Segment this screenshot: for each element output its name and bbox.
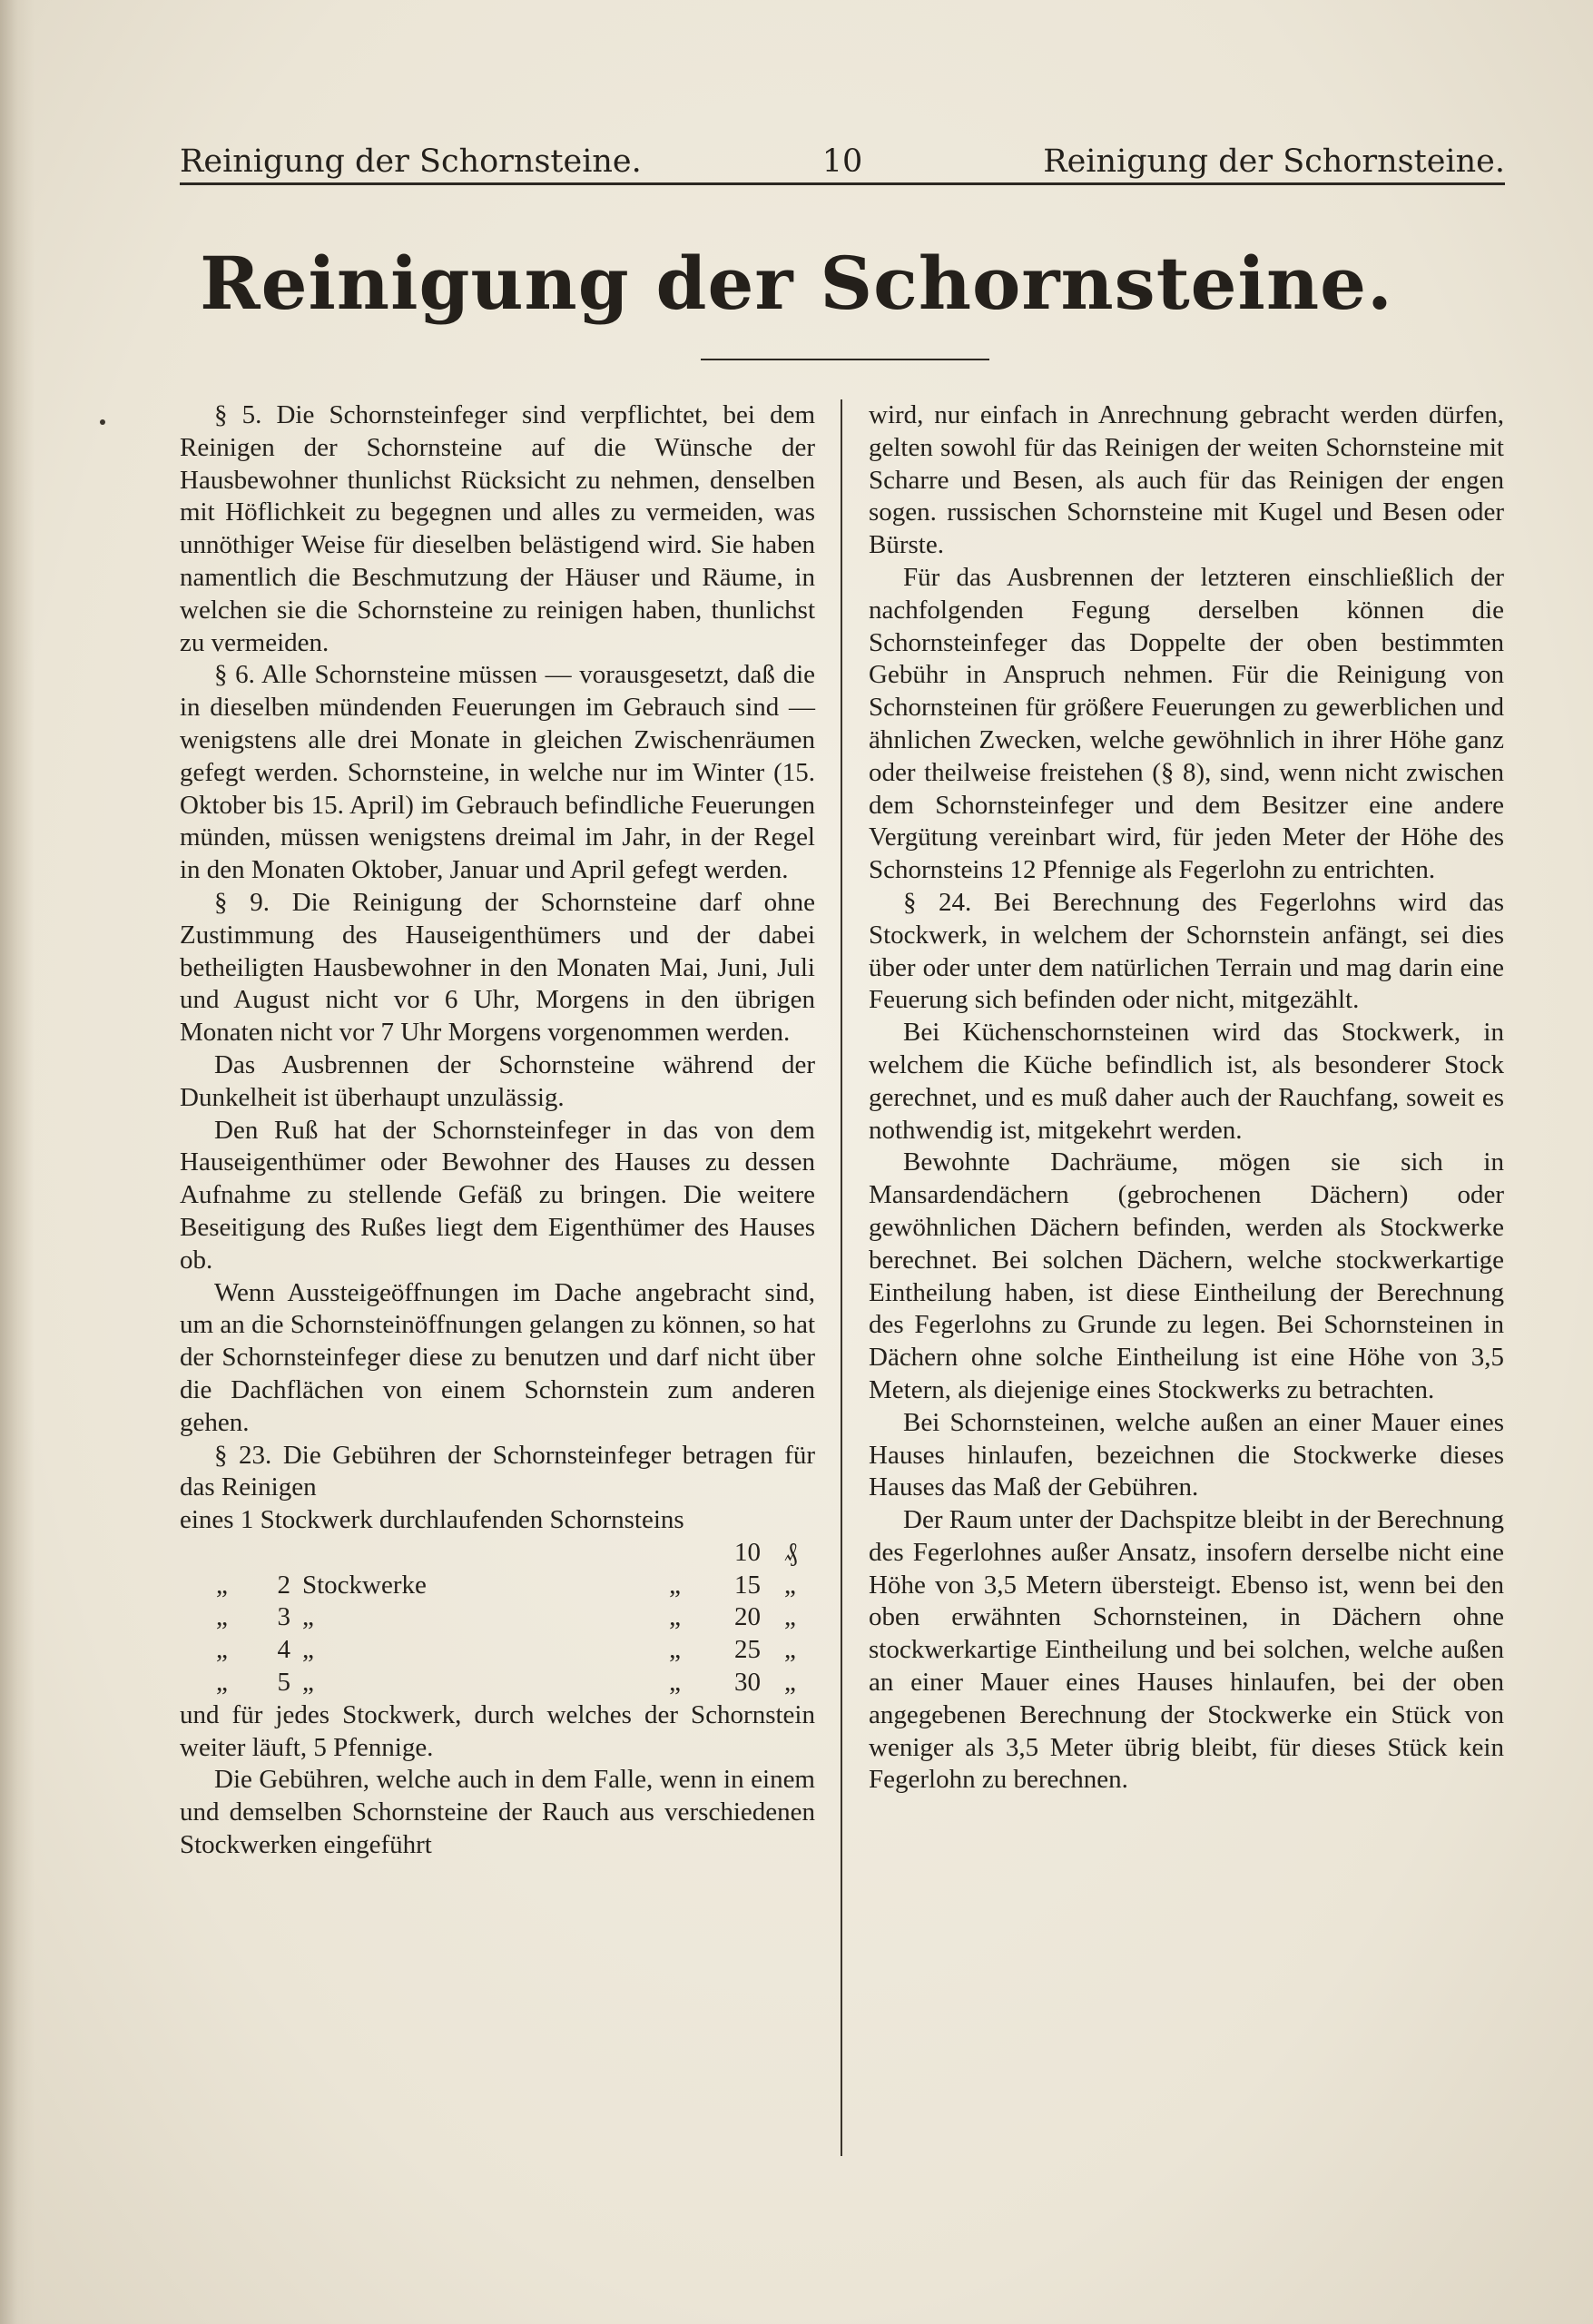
paragraph-23: § 23. Die Gebühren der Schornsteinfeger betragen für das Reinigen: [180, 1440, 815, 1502]
fee-count: 3: [277, 1602, 290, 1632]
ditto-mark: „: [669, 1602, 681, 1632]
running-head-right: Reinigung der Schornsteine.: [1043, 143, 1505, 180]
ditto-mark: „: [216, 1570, 228, 1600]
paragraph-continuation: wird, nur einfach in Anrechnung gebracht werden dürfen, gelten sowohl für das Reinigen der weiten Schornsteine mit Scharre und Besen, als auch für das Reinigen der engen sogen. russischen Schornsteine mit Kugel und Besen oder Bürste.: [869, 400, 1504, 560]
fee-table: [180, 1504, 815, 1699]
ditto-mark: „: [784, 1570, 796, 1600]
fee-amount: 30: [734, 1668, 761, 1698]
paragraph-russ: Den Ruß hat der Schornsteinfeger in das von dem Hauseigenthümer oder Bewohner des Hauses zu dessen Aufnahme zu stellende Gefäß zu bringen. Die weitere Beseitigung des Rußes liegt dem Eigenthümer des Hauses ob.: [180, 1115, 815, 1275]
paragraph-24: § 24. Bei Berechnung des Fegerlohns wird das Stockwerk, in welchem der Schornstein anfängt, sei dies über oder unter dem natürlichen Terrain und mag darin eine Feuerung sich befinden oder nicht, mitgezählt.: [869, 887, 1504, 1015]
paragraph-dachspitze: Der Raum unter der Dachspitze bleibt in der Berechnung des Fegerlohnes außer Ansatz, insofern derselbe nicht eine Höhe von 3,5 Metern übersteigt. Ebenso ist, wenn bei den oben erwähnten Schornsteinen, in Dächern ohne stockwerkartige Eintheilung und bei solchen, welche außen an einer Mauer eines Hauses hinlaufen, bei der oben angegebenen Berechnung der Stockwerke ein Stück von weniger als 3,5 Meter übrig bleibt, für dieses Stück kein Fegerlohn zu berechnen.: [869, 1505, 1504, 1795]
paragraph-6: § 6. Alle Schornsteine müssen — vorausgesetzt, daß die in dieselben mündenden Feuerungen im Gebrauch sind — wenigstens alle drei Monate in gleichen Zwischenräumen gefegt werden. Schornsteine, in welche nur im Winter (15. Oktober bis 15. April) im Gebrauch befindliche Feuerungen münden, müssen wenigstens dreimal im Jahr, in der Regel in den Monaten Oktober, Januar und April gefegt werden.: [180, 660, 815, 885]
margin-mark: [100, 419, 105, 425]
left-column: [180, 399, 815, 1862]
page-edge-shadow: [0, 0, 34, 2324]
paragraph-ausbrennen-gebuehr: Für das Ausbrennen der letzteren einschließlich der nachfolgenden Fegung derselben können die Schornsteinfeger das Doppelte der oben bestimmten Gebühr in Anspruch nehmen. Für die Reinigung von Schornsteinen für größere Feuerungen zu gewerblichen und ähnlichen Zwecken, welche gewöhnlich in ihrer Höhe ganz oder theilweise freistehen (§ 8), sind, wenn nicht zwischen dem Schornsteinfeger und dem Besitzer eine andere Vergütung vereinbart wird, für jeden Meter der Höhe des Schornsteins 12 Pfennige als Fegerlohn zu entrichten.: [869, 562, 1504, 885]
fee-unit: „: [302, 1602, 314, 1632]
fee-row-first-amount: [180, 1537, 815, 1570]
ditto-mark: „: [784, 1602, 796, 1632]
fee-count: 5: [277, 1668, 290, 1698]
paragraph-aussteigeoeffnungen: Wenn Aussteigeöffnungen im Dache angebracht sind, um an die Schornsteinöffnungen gelangen zu können, so hat der Schornsteinfeger diese zu benutzen und darf nicht über die Dachflächen von einem Schornstein zum anderen gehen.: [180, 1277, 815, 1437]
currency-symbol: ₰: [784, 1537, 798, 1567]
paragraph-5: § 5. Die Schornsteinfeger sind verpflichtet, bei dem Reinigen der Schornsteine auf die Wünsche der Hausbewohner thunlichst Rücksicht zu nehmen, denselben mit Höflichkeit zu begegnen und alles zu vermeiden, was unnöthiger Weise für dieselben belästigend wird. Sie haben namentlich die Beschmutzung der Häuser und Räume, in welchen sie die Schornsteine zu reinigen haben, thunlichst zu vermeiden.: [180, 400, 815, 657]
paragraph-gebuehren: Die Gebühren, welche auch in dem Falle, wenn in einem und demselben Schornsteine der Rauch aus verschiedenen Stockwerken eingeführt: [180, 1765, 815, 1860]
paragraph-kuechenschornsteine: Bei Küchenschornsteinen wird das Stockwerk, in welchem die Küche befindlich ist, als besonderer Stock gerechnet, und es muß daher auch der Rauchfang, soweit es nothwendig ist, mitgekehrt werden.: [869, 1018, 1504, 1145]
title-rule: [701, 359, 989, 360]
running-head: [180, 136, 1505, 187]
ditto-mark: „: [784, 1635, 796, 1665]
fee-row: [180, 1601, 815, 1634]
fee-unit: „: [302, 1635, 314, 1665]
paragraph-after-table: und für jedes Stockwerk, durch welches der Schornstein weiter läuft, 5 Pfennige.: [180, 1699, 815, 1762]
fee-amount: 15: [734, 1570, 761, 1600]
fee-unit: Stockwerke: [302, 1570, 427, 1600]
fee-amount: 20: [734, 1602, 761, 1632]
ditto-mark: „: [216, 1602, 228, 1632]
fee-count: 2: [277, 1570, 290, 1600]
ditto-mark: „: [216, 1668, 228, 1698]
fee-row: [180, 1634, 815, 1667]
ditto-mark: „: [669, 1668, 681, 1698]
paragraph-dachraeume: Bewohnte Dachräume, mögen sie sich in Mansardendächern (gebrochenen Dächern) oder gewöhnlichen Dächern befinden, werden als Stockwerke berechnet. Bei solchen Dächern, welche stockwerkartige Eintheilung haben, ist diese Eintheilung der Berechnung des Fegerlohns zu Grunde zu legen. Bei Schornsteinen in Dächern ohne solche Eintheilung ist eine Höhe von 3,5 Metern, als diejenige eines Stockwerks zu betrachten.: [869, 1147, 1504, 1404]
running-head-left: Reinigung der Schornsteine.: [180, 143, 642, 180]
fee-first-line: eines 1 Stockwerk durchlaufenden Schornsteins: [180, 1505, 684, 1535]
column-divider: [841, 399, 842, 2156]
paragraph-9: § 9. Die Reinigung der Schornsteine darf ohne Zustimmung des Hauseigenthümers und der dabei betheiligten Hausbewohner in den Monaten Mai, Juni, Juli und August nicht vor 6 Uhr, Morgens in den übrigen Monaten nicht vor 7 Uhr Morgens vorgenommen werden.: [180, 887, 815, 1048]
fee-row: [180, 1667, 815, 1699]
fee-row-first: [180, 1504, 815, 1537]
ditto-mark: „: [216, 1635, 228, 1665]
ditto-mark: „: [669, 1570, 681, 1600]
paragraph-aussen: Bei Schornsteinen, welche außen an einer Mauer eines Hauses hinlaufen, bezeichnen die Stockwerke dieses Hauses das Maß der Gebühren.: [869, 1407, 1504, 1502]
fee-amount: 10: [734, 1537, 761, 1567]
fee-unit: „: [302, 1668, 314, 1698]
page-title: Reinigung der Schornsteine.: [200, 241, 1393, 326]
fee-row: [180, 1570, 815, 1602]
ditto-mark: „: [784, 1668, 796, 1698]
paragraph-ausbrennen: Das Ausbrennen der Schornsteine während der Dunkelheit ist überhaupt unzulässig.: [180, 1049, 815, 1112]
header-rule: [180, 182, 1505, 185]
ditto-mark: „: [669, 1635, 681, 1665]
page-number: 10: [821, 143, 863, 180]
fee-amount: 25: [734, 1635, 761, 1665]
right-column: [869, 399, 1504, 1797]
fee-count: 4: [277, 1635, 290, 1665]
